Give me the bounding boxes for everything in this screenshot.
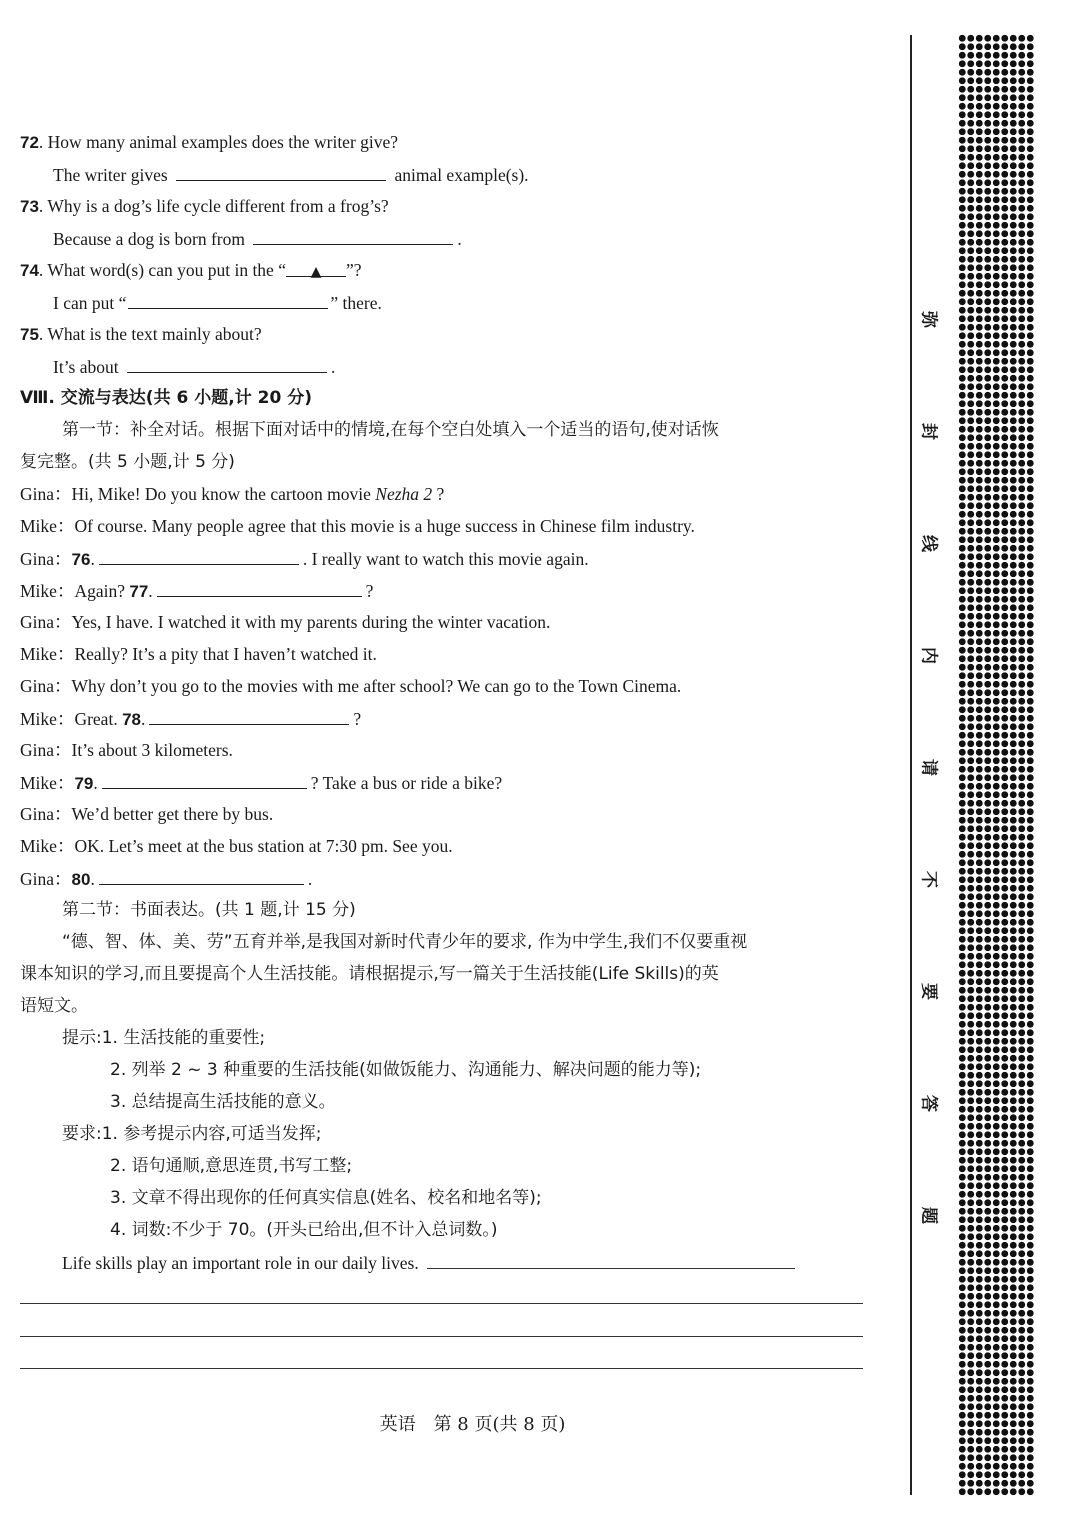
hint-item: 3. 总结提高生活技能的意义。 [110, 1092, 336, 1112]
part2-paragraph-cont: 课本知识的学习,而且要提高个人生活技能。请根据提示,写一篇关于生活技能(Life Skills)的英 [20, 964, 719, 984]
speaker: Gina： [20, 804, 72, 824]
part2-heading: 第二节：书面表达。(共 1 题,计 15 分) [62, 900, 356, 920]
speaker: Gina： [20, 549, 72, 569]
seal-char: 线 [918, 535, 939, 552]
triangle-marker-icon: ▲ [310, 264, 322, 280]
question-74 [20, 254, 865, 286]
question-number: 79 [74, 774, 94, 793]
answer-blank-73[interactable] [253, 222, 453, 245]
answer-prefix: The writer gives [53, 165, 168, 185]
line-text: Again? [74, 581, 130, 601]
answer-suffix: . [457, 229, 462, 249]
seal-char: 封 [918, 423, 939, 440]
question-72 [20, 126, 865, 158]
dialogue-line [20, 510, 865, 542]
dialogue-line: Gina：80. . [20, 862, 865, 894]
seal-char: 题 [918, 1207, 939, 1224]
part2-paragraph: “德、智、体、美、劳”五育并举,是我国对新时代青少年的要求, 作为中学生,我们不仅要重视 [62, 932, 748, 952]
question-text: . How many animal examples does the writer give? [38, 132, 399, 152]
hint-item: 2. 列举 2 ~ 3 种重要的生活技能(如做饭能力、沟通能力、解决问题的能力等); [110, 1060, 702, 1080]
line-text: We’d better get there by bus. [71, 804, 274, 824]
requirement-item: 3. 文章不得出现你的任何真实信息(姓名、校名和地名等); [110, 1188, 542, 1208]
section-heading: Ⅷ. 交流与表达(共 6 小题,计 20 分) [20, 388, 312, 408]
question-text: . What is the text mainly about? [38, 324, 262, 344]
part1-instructions-cont: 复完整。(共 5 小题,计 5 分) [20, 452, 235, 472]
speaker: Gina： [20, 869, 72, 889]
answer-blank-74[interactable] [128, 286, 328, 309]
question-number: 74 [20, 261, 39, 280]
writing-line[interactable] [20, 1368, 863, 1369]
seal-char: 要 [918, 983, 939, 1000]
movie-title: Nezha 2 [375, 484, 433, 504]
writing-starter [20, 1246, 865, 1278]
question-number: 75 [20, 325, 39, 344]
speaker: Mike： [20, 644, 75, 664]
answer-suffix: ” there. [330, 293, 382, 313]
dialogue-line [20, 606, 865, 638]
line-text: ? Take a bus or ride a bike? [310, 773, 503, 793]
dialogue-line: Mike：Great. 78. ? [20, 702, 865, 734]
question-text: . What word(s) can you put in the “ [38, 260, 286, 280]
question-number: 72 [20, 133, 39, 152]
speaker: Mike： [20, 709, 75, 729]
requirement-label: 要求: [62, 1124, 102, 1144]
question-text-end: ”? [345, 260, 362, 280]
question-number: 78 [122, 710, 141, 729]
answer-73 [20, 222, 865, 254]
hint-line [20, 1022, 865, 1054]
seal-notice [916, 0, 946, 1527]
speaker: Mike： [20, 516, 75, 536]
requirement-item: 2. 语句通顺,意思连贯,书写工整; [110, 1156, 353, 1176]
binding-line [910, 35, 912, 1495]
seal-char: 答 [918, 1095, 939, 1112]
seal-char: 不 [918, 871, 939, 888]
line-text: . I really want to watch this movie again. [302, 549, 589, 569]
question-75 [20, 318, 865, 350]
line-text: It’s about 3 kilometers. [71, 740, 233, 760]
speaker: Gina： [20, 612, 72, 632]
answer-blank-76[interactable] [99, 542, 299, 565]
line-text: Why don’t you go to the movies with me after school? We can go to the Town Cinema. [71, 676, 682, 696]
line-text-end: ? [432, 484, 445, 504]
line-text: Really? It’s a pity that I haven’t watched it. [74, 644, 377, 664]
line-text-end: ? [365, 581, 374, 601]
dot-pattern-strip [958, 34, 1034, 1496]
line-text: Yes, I have. I watched it with my parents during the winter vacation. [71, 612, 551, 632]
dialogue-line [20, 734, 865, 766]
speaker: Mike： [20, 581, 75, 601]
speaker: Gina： [20, 484, 72, 504]
answer-blank-78[interactable] [149, 702, 349, 725]
dialogue-line [20, 478, 865, 510]
question-text: . Why is a dog’s life cycle different from a frog’s? [38, 196, 389, 216]
answer-prefix: I can put “ [53, 293, 127, 313]
writing-line[interactable] [20, 1303, 863, 1304]
hint-item: 1. 生活技能的重要性; [101, 1028, 266, 1048]
line-text: OK. Let’s meet at the bus station at 7:30 pm. See you. [74, 836, 453, 856]
speaker: Gina： [20, 740, 72, 760]
part1-instructions: 第一节：补全对话。根据下面对话中的情境,在每个空白处填入一个适当的语句,使对话恢 [62, 420, 719, 440]
seal-char: 弥 [918, 311, 939, 328]
page-content [20, 126, 865, 1278]
line-text-end: . [307, 869, 313, 889]
answer-blank-79[interactable] [102, 766, 307, 789]
answer-blank-75[interactable] [127, 350, 327, 373]
dialogue-line: Gina：76. . I really want to watch this movie again. [20, 542, 865, 574]
dialogue-line: Mike：Again? 77. ? [20, 574, 865, 606]
speaker: Mike： [20, 836, 75, 856]
question-number: 80 [71, 870, 91, 889]
dialogue-line [20, 638, 865, 670]
question-number: 76 [71, 550, 91, 569]
answer-72 [20, 158, 865, 190]
answer-prefix: It’s about [53, 357, 119, 377]
writing-line[interactable] [427, 1246, 795, 1269]
starter-sentence: Life skills play an important role in our daily lives. [62, 1253, 419, 1273]
question-73 [20, 190, 865, 222]
dialogue-line [20, 670, 865, 702]
triangle-blank [286, 254, 346, 280]
dialogue-line [20, 798, 865, 830]
requirement-item: 1. 参考提示内容,可适当发挥; [101, 1124, 322, 1144]
line-text: Great. [74, 709, 123, 729]
dialogue-line: Mike：79. ? Take a bus or ride a bike? [20, 766, 865, 798]
seal-char: 内 [918, 647, 939, 664]
writing-line[interactable] [20, 1336, 863, 1337]
speaker: Mike： [20, 773, 75, 793]
answer-74 [20, 286, 865, 318]
part2-paragraph-end: 语短文。 [20, 996, 88, 1016]
hint-label: 提示: [62, 1028, 102, 1048]
seal-char: 请 [918, 759, 939, 776]
requirement-line [20, 1118, 865, 1150]
answer-75 [20, 350, 865, 382]
question-number: 73 [20, 197, 39, 216]
line-text: Of course. Many people agree that this movie is a huge success in Chinese film industry. [74, 516, 695, 536]
answer-prefix: Because a dog is born from [53, 229, 245, 249]
answer-suffix: animal example(s). [394, 165, 529, 185]
dialogue-line [20, 830, 865, 862]
question-number: 77 [129, 582, 149, 601]
answer-blank-72[interactable] [176, 158, 386, 181]
page-footer: 英语 第 8 页(共 8 页) [379, 1414, 566, 1435]
line-text-end: ? [353, 709, 362, 729]
answer-blank-80[interactable] [99, 862, 304, 885]
answer-suffix: . [331, 357, 336, 377]
line-text: Hi, Mike! Do you know the cartoon movie [71, 484, 376, 504]
answer-blank-77[interactable] [157, 574, 362, 597]
speaker: Gina： [20, 676, 72, 696]
requirement-item: 4. 词数:不少于 70。(开头已给出,但不计入总词数。) [110, 1220, 498, 1240]
